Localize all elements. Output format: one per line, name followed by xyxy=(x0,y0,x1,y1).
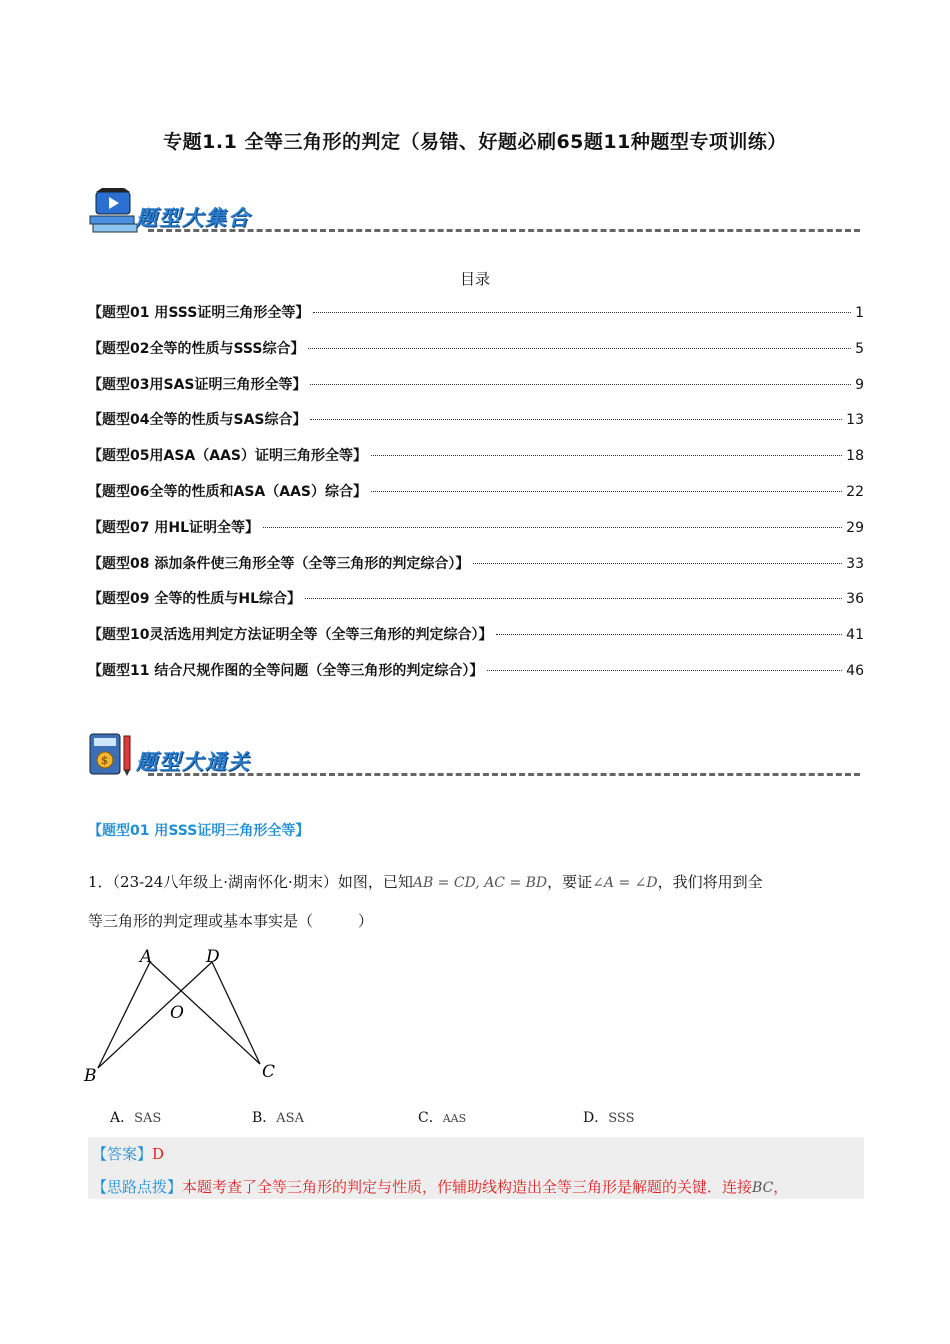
toc-item-label: 【题型07 用HL证明全等】 xyxy=(88,519,259,536)
segment-db xyxy=(98,962,212,1068)
hint-line xyxy=(92,1176,788,1197)
option-value: SAS xyxy=(134,1111,162,1126)
label-d: D xyxy=(206,947,220,967)
answer-line xyxy=(92,1143,164,1164)
toc-item-label: 【题型09 全等的性质与HL综合】 xyxy=(88,591,301,608)
toc-item-page: 41 xyxy=(846,627,864,644)
answer-label: 【答案】 xyxy=(92,1145,153,1163)
divider xyxy=(148,773,860,776)
toc-item[interactable] xyxy=(88,660,864,696)
toc-item-label: 【题型08 添加条件使三角形全等（全等三角形的判定综合）】 xyxy=(88,555,470,572)
toc-item-page: 33 xyxy=(846,555,864,572)
hint-text: 本题考查了全等三角形的判定与性质，作辅助线构造出全等三角形是解题的关键．连接 xyxy=(182,1178,753,1196)
toc-item-label: 【题型01 用SSS证明三角形全等】 xyxy=(88,305,310,321)
divider xyxy=(148,229,860,232)
toc-item-page: 13 xyxy=(846,412,864,429)
toc-item-label: 【题型05用ASA（AAS）证明三角形全等】 xyxy=(88,448,367,465)
toc-leader-dots xyxy=(371,455,842,456)
hint-label: 【思路点拨】 xyxy=(92,1178,183,1196)
option-letter: C． xyxy=(418,1110,443,1126)
toc-item-page: 29 xyxy=(846,519,864,536)
toc-item[interactable] xyxy=(88,588,864,624)
toc-item[interactable] xyxy=(88,374,864,410)
toc-item-label: 【题型11 结合尺规作图的全等问题（全等三角形的判定综合）】 xyxy=(88,662,484,679)
toc-item-label: 【题型06全等的性质和ASA（AAS）综合】 xyxy=(88,483,367,500)
toc-item-page: 9 xyxy=(855,376,864,393)
segment-ac xyxy=(150,962,260,1064)
option-c[interactable] xyxy=(418,1107,466,1127)
hint-math: BC xyxy=(752,1180,774,1196)
toc-item[interactable] xyxy=(88,624,864,660)
question-tail: ，我们将用到全 xyxy=(657,873,763,891)
option-value: AAS xyxy=(442,1112,467,1125)
section-heading: 【题型01 用SSS证明三角形全等】 xyxy=(88,823,310,839)
toc-item[interactable] xyxy=(88,553,864,589)
banner-question-practice xyxy=(88,730,860,782)
toc-leader-dots xyxy=(308,348,851,349)
toc-leader-dots xyxy=(496,634,842,635)
banner-title: 题型大集合 xyxy=(136,205,251,230)
toc-leader-dots xyxy=(473,563,842,564)
toc-item-label: 【题型04全等的性质与SAS综合】 xyxy=(88,412,307,429)
toc-item-page: 1 xyxy=(855,305,864,321)
toc-item-page: 5 xyxy=(855,340,864,357)
toc-leader-dots xyxy=(487,670,842,671)
table-of-contents xyxy=(88,302,864,696)
toc-item-label: 【题型03用SAS证明三角形全等】 xyxy=(88,376,307,393)
toc-item-page: 22 xyxy=(846,483,864,500)
toc-item-label: 【题型02全等的性质与SSS综合】 xyxy=(88,340,305,357)
toc-item[interactable] xyxy=(88,517,864,553)
question-number: 1． xyxy=(88,873,113,891)
segment-ab xyxy=(98,962,150,1068)
svg-text:$: $ xyxy=(101,754,108,767)
toc-item[interactable] xyxy=(88,338,864,374)
given-math: AB = CD, AC = BD xyxy=(412,875,548,891)
question-line-1 xyxy=(88,871,763,892)
book-video-icon xyxy=(88,186,140,236)
toc-item-label: 【题型10灵活选用判定方法证明全等（全等三角形的判定综合）】 xyxy=(88,627,493,644)
option-value: SSS xyxy=(608,1111,635,1126)
label-o: O xyxy=(170,1003,184,1023)
toc-heading: 目录 xyxy=(459,270,490,288)
hint-end: ， xyxy=(773,1178,789,1196)
question-line-2: 等三角形的判定理或基本事实是（ ） xyxy=(88,912,374,930)
triangle-figure xyxy=(80,940,300,1090)
option-letter: B． xyxy=(252,1110,277,1126)
page-title: 专题1.1 全等三角形的判定（易错、好题必刷65题11种题型专项训练） xyxy=(163,131,787,153)
option-letter: A． xyxy=(110,1110,135,1126)
option-b[interactable] xyxy=(252,1107,304,1127)
toc-item[interactable] xyxy=(88,445,864,481)
calculator-icon xyxy=(88,730,140,780)
banner-question-types xyxy=(88,186,860,238)
label-b: B xyxy=(84,1066,97,1086)
banner-title: 题型大通关 xyxy=(136,749,251,774)
option-value: ASA xyxy=(276,1111,304,1126)
toc-leader-dots xyxy=(313,312,851,313)
option-d[interactable] xyxy=(583,1107,635,1127)
toc-item-page: 18 xyxy=(846,448,864,465)
toc-item[interactable] xyxy=(88,302,864,338)
question-mid: ，要证 xyxy=(547,873,593,891)
toc-item[interactable] xyxy=(88,409,864,445)
label-c: C xyxy=(262,1062,276,1082)
toc-leader-dots xyxy=(263,527,842,528)
toc-leader-dots xyxy=(371,491,842,492)
toc-item[interactable] xyxy=(88,481,864,517)
answer-value: D xyxy=(152,1145,165,1163)
label-a: A xyxy=(140,947,153,967)
toc-item-page: 36 xyxy=(846,591,864,608)
question-source: （23-24八年级上·湖南怀化·期末）如图，已知 xyxy=(112,873,413,891)
toc-item-page: 46 xyxy=(846,662,864,679)
toc-leader-dots xyxy=(310,419,842,420)
toc-leader-dots xyxy=(310,384,851,385)
option-a[interactable] xyxy=(110,1107,161,1127)
option-letter: D． xyxy=(583,1110,609,1126)
segment-dc xyxy=(212,962,260,1064)
prove-math: ∠A = ∠D xyxy=(592,875,658,891)
toc-leader-dots xyxy=(305,598,842,599)
